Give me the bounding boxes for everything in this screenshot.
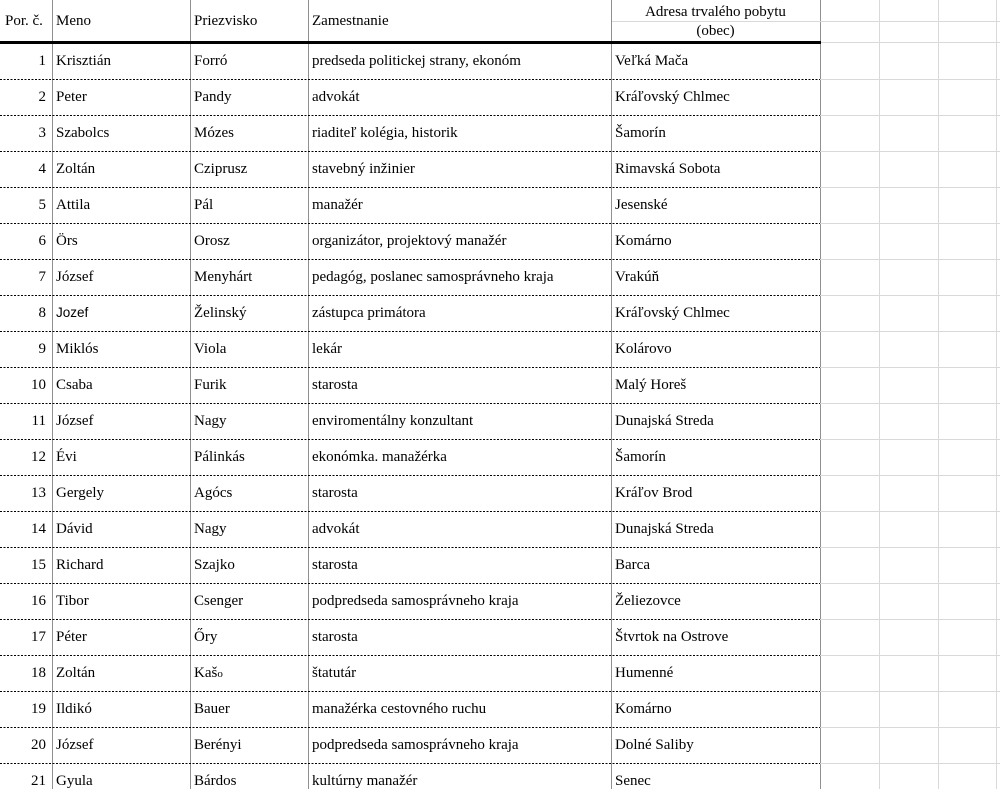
cell-residence[interactable]: Vrakúň [615,269,660,285]
header-zamestnanie[interactable]: Zamestnanie [312,13,389,29]
cell-first-name[interactable]: Peter [56,89,87,105]
table-row [0,223,1000,259]
cell-residence[interactable]: Dunajská Streda [615,413,714,429]
cell-surname[interactable]: Viola [194,341,227,357]
table-row [0,439,1000,475]
table-row [0,619,1000,655]
table-row [0,763,1000,789]
cell-surname[interactable]: Őry [194,629,218,645]
cell-occupation[interactable]: podpredseda samosprávneho kraja [312,593,519,609]
cell-surname[interactable]: Menyhárt [194,269,253,285]
cell-surname[interactable]: Furik [194,377,227,393]
cell-residence[interactable]: Šamorín [615,449,666,465]
cell-surname[interactable]: Berényi [194,737,242,753]
table-row [0,691,1000,727]
cell-row-number[interactable]: 4 [38,161,46,177]
cell-row-number[interactable]: 21 [31,773,46,789]
cell-surname[interactable]: Kašo [194,665,223,681]
cell-occupation[interactable]: starosta [312,629,358,645]
table-row [0,259,1000,295]
cell-surname[interactable]: Agócs [194,485,233,501]
cell-row-number[interactable]: 7 [38,269,46,285]
cell-row-number[interactable]: 9 [38,341,46,357]
cell-row-number[interactable]: 12 [31,449,46,465]
table-row [0,115,1000,151]
cell-surname[interactable]: Szajko [194,557,235,573]
cell-surname[interactable]: Pál [194,197,214,213]
table-row [0,295,1000,331]
cell-occupation[interactable]: manažér [312,197,363,213]
cell-occupation[interactable]: riaditeľ kolégia, historik [312,125,458,141]
gridline-horizontal [612,21,1000,22]
cell-surname[interactable]: Želinský [194,305,247,321]
cell-row-number[interactable]: 19 [31,701,46,717]
cell-first-name[interactable]: Attila [56,197,91,213]
header-priezvisko[interactable]: Priezvisko [194,13,258,29]
cell-occupation[interactable]: štatutár [312,665,357,681]
table-row [0,655,1000,691]
cell-residence[interactable]: Humenné [615,665,674,681]
cell-residence[interactable]: Kráľov Brod [615,485,693,501]
cell-occupation[interactable]: starosta [312,377,358,393]
table-row [0,43,1000,79]
cell-surname[interactable]: Orosz [194,233,230,249]
cell-row-number[interactable]: 8 [38,305,46,321]
cell-occupation[interactable]: ekonómka. manažérka [312,449,447,465]
cell-residence[interactable]: Komárno [615,701,672,717]
cell-first-name[interactable]: Gyula [56,773,93,789]
cell-row-number[interactable]: 14 [31,521,46,537]
cell-residence[interactable]: Senec [615,773,651,789]
cell-surname[interactable]: Pandy [194,89,232,105]
cell-occupation[interactable]: advokát [312,521,360,537]
table-row [0,403,1000,439]
cell-first-name[interactable]: Richard [56,557,104,573]
header-meno[interactable]: Meno [56,13,91,29]
cell-occupation[interactable]: stavebný inžinier [312,161,415,177]
cell-surname[interactable]: Cziprusz [194,161,248,177]
cell-row-number[interactable]: 1 [38,53,46,69]
cell-row-number[interactable]: 17 [31,629,46,645]
cell-residence[interactable]: Jesenské [615,197,668,213]
cell-row-number[interactable]: 15 [31,557,46,573]
table-row [0,511,1000,547]
table-row [0,367,1000,403]
cell-row-number[interactable]: 10 [31,377,46,393]
shrunken-letter: o [217,668,223,680]
cell-occupation[interactable]: kultúrny manažér [312,773,418,789]
cell-surname[interactable]: Forró [194,53,228,69]
cell-occupation[interactable]: advokát [312,89,360,105]
cell-surname[interactable]: Csenger [194,593,244,609]
table-row [0,79,1000,115]
header-adresa-line1[interactable]: Adresa trvalého pobytu [645,4,786,20]
cell-occupation[interactable]: pedagóg, poslanec samosprávneho kraja [312,269,554,285]
cell-residence[interactable]: Malý Horeš [615,377,687,393]
header-adresa-line2[interactable]: (obec) [696,23,735,39]
cell-row-number[interactable]: 2 [38,89,46,105]
header-por-c[interactable]: Por. č. [5,13,43,29]
cell-row-number[interactable]: 18 [31,665,46,681]
cell-first-name[interactable]: Dávid [56,521,93,537]
cell-occupation[interactable]: predseda politickej strany, ekonóm [312,53,521,69]
cell-residence[interactable]: Kráľovský Chlmec [615,305,730,321]
cell-occupation[interactable]: manažérka cestovného ruchu [312,701,487,717]
cell-surname[interactable]: Bárdos [194,773,237,789]
cell-first-name[interactable]: Zoltán [56,161,96,177]
cell-occupation[interactable]: starosta [312,557,358,573]
table-row [0,547,1000,583]
cell-first-name[interactable]: Ildikó [56,701,92,717]
cell-residence[interactable]: Dolné Saliby [615,737,694,753]
cell-residence[interactable]: Štvrtok na Ostrove [615,629,729,645]
table-row [0,727,1000,763]
table-row [0,331,1000,367]
cell-residence[interactable]: Dunajská Streda [615,521,714,537]
cell-occupation[interactable]: zástupca primátora [312,305,426,321]
cell-surname[interactable]: Nagy [194,521,227,537]
cell-surname[interactable]: Nagy [194,413,227,429]
cell-residence[interactable]: Kráľovský Chlmec [615,89,730,105]
table-row [0,475,1000,511]
cell-first-name[interactable]: Gergely [56,485,105,501]
cell-row-number[interactable]: 3 [38,125,46,141]
cell-occupation[interactable]: starosta [312,485,358,501]
cell-occupation[interactable]: organizátor, projektový manažér [312,233,507,249]
cell-surname[interactable]: Pálinkás [194,449,245,465]
cell-row-number[interactable]: 5 [38,197,46,213]
cell-first-name[interactable]: Évi [56,449,77,465]
cell-first-name[interactable]: Örs [56,233,78,249]
cell-row-number[interactable]: 6 [38,233,46,249]
cell-first-name[interactable]: József [56,269,94,285]
cell-residence[interactable]: Veľká Mača [615,53,689,69]
cell-first-name[interactable]: József [56,413,94,429]
cell-occupation[interactable]: lekár [312,341,342,357]
cell-row-number[interactable]: 13 [31,485,46,501]
cell-residence[interactable]: Barca [615,557,650,573]
cell-occupation[interactable]: podpredseda samosprávneho kraja [312,737,519,753]
cell-row-number[interactable]: 16 [31,593,46,609]
cell-first-name[interactable]: Miklós [56,341,99,357]
cell-residence[interactable]: Komárno [615,233,672,249]
cell-residence[interactable]: Želiezovce [615,593,681,609]
cell-first-name[interactable]: Szabolcs [56,125,110,141]
cell-residence[interactable]: Šamorín [615,125,666,141]
cell-first-name[interactable]: Csaba [56,377,93,393]
cell-first-name[interactable]: Tibor [56,593,89,609]
cell-first-name[interactable]: Jozef [56,305,89,320]
cell-residence[interactable]: Rimavská Sobota [615,161,721,177]
table-row [0,187,1000,223]
cell-first-name[interactable]: Krisztián [56,53,111,69]
cell-residence[interactable]: Kolárovo [615,341,672,357]
cell-row-number[interactable]: 11 [31,413,46,429]
cell-occupation[interactable]: enviromentálny konzultant [312,413,474,429]
cell-first-name[interactable]: Péter [56,629,87,645]
table-row [0,583,1000,619]
cell-row-number[interactable]: 20 [31,737,46,753]
cell-first-name[interactable]: Zoltán [56,665,96,681]
cell-surname[interactable]: Mózes [194,125,234,141]
cell-surname[interactable]: Bauer [194,701,230,717]
table-row [0,151,1000,187]
cell-first-name[interactable]: József [56,737,94,753]
